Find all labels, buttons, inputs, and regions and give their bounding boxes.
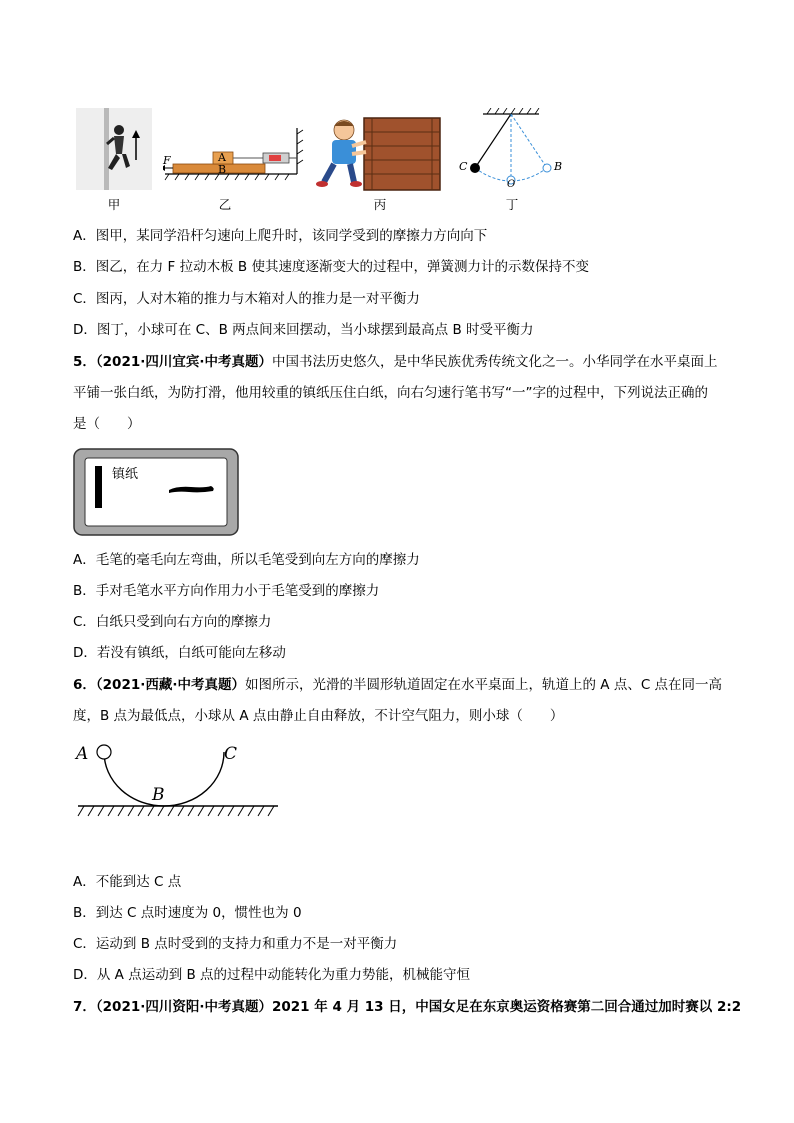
q5-figure-label: 镇纸 — [112, 467, 139, 482]
q6-option-c: C．运动到 B 点时受到的支持力和重力不是一对平衡力 — [73, 936, 398, 952]
q5-option-d: D．若没有镇纸，白纸可能向左移动 — [73, 645, 286, 661]
q6-label-A: A — [76, 744, 89, 764]
q7-number: 7． — [73, 999, 96, 1015]
q6-stem-text: 如图所示，光滑的半圆形轨道固定在水平桌面上，轨道上的 A 点、C 点在同一高 — [245, 677, 723, 693]
figure-caption-ding: 丁 — [505, 197, 519, 212]
q4-option-b: B．图乙，在力 F 拉动木板 B 使其速度逐渐变大的过程中，弹簧测力计的示数保持不变 — [73, 259, 589, 275]
q6-label-B: B — [152, 785, 165, 805]
q6-number: 6． — [73, 677, 96, 693]
q4-option-d: D．图丁，小球可在 C、B 两点间来回摆动，当小球摆到最高点 B 时受平衡力 — [73, 322, 534, 338]
q4-option-c: C．图丙，人对木箱的推力与木箱对人的推力是一对平衡力 — [73, 291, 420, 307]
q5-number: 5． — [73, 354, 96, 370]
figure-jia — [76, 108, 152, 190]
q6-option-b: B．到达 C 点时速度为 0，惯性也为 0 — [73, 905, 302, 921]
q6-source: （2021·西藏·中考真题） — [95, 677, 245, 693]
figure-caption-bing: 丙 — [373, 197, 387, 212]
q5-stem-text: 中国书法历史悠久，是中华民族优秀传统文化之一。小华同学在水平桌面上 — [272, 354, 718, 370]
q7-source: （2021·四川资阳·中考真题） — [95, 999, 272, 1015]
figure-q5-paperweight — [73, 448, 239, 536]
label-B-pendulum: B — [554, 160, 563, 173]
q7-stem-line-1 — [73, 997, 741, 1017]
q6-stem-line-1 — [73, 675, 722, 695]
q4-option-a: A．图甲，某同学沿杆匀速向上爬升时，该同学受到的摩擦力方向向下 — [73, 228, 488, 244]
figure-caption-jia: 甲 — [107, 197, 121, 212]
q5-option-c: C．白纸只受到向右方向的摩擦力 — [73, 614, 272, 630]
q5-option-a: A．毛笔的毫毛向左弯曲，所以毛笔受到向左方向的摩擦力 — [73, 552, 420, 568]
label-A: A — [218, 151, 226, 164]
figure-caption-yi: 乙 — [218, 197, 232, 212]
label-B: B — [218, 163, 227, 176]
q5-stem-line-3: 是（ ） — [73, 416, 141, 432]
figure-yi — [163, 124, 306, 182]
q6-label-C: C — [224, 744, 238, 764]
label-F: F — [163, 154, 171, 167]
figure-q6-track — [76, 740, 280, 824]
label-O-pendulum: O — [507, 179, 516, 190]
q5-stem-line-1 — [73, 352, 718, 372]
q6-stem-line-2: 度，B 点为最低点，小球从 A 点由静止自由释放，不计空气阻力，则小球（ ） — [73, 708, 564, 724]
q6-option-d: D．从 A 点运动到 B 点的过程中动能转化为重力势能，机械能守恒 — [73, 967, 471, 983]
figure-bing — [316, 112, 444, 192]
q5-option-b: B．手对毛笔水平方向作用力小于毛笔受到的摩擦力 — [73, 583, 380, 599]
label-C-pendulum: C — [459, 160, 468, 173]
q7-stem-text: 2021 年 4 月 13 日，中国女足在东京奥运资格赛第二回合通过加时赛以 2:2 — [272, 999, 742, 1015]
q6-option-a: A．不能到达 C 点 — [73, 874, 182, 890]
q5-stem-line-2: 平铺一张白纸，为防打滑，他用较重的镇纸压住白纸，向右匀速行笔书写“一”字的过程中，下列说法正确的 — [73, 385, 708, 401]
q5-source: （2021·四川宜宾·中考真题） — [95, 354, 272, 370]
